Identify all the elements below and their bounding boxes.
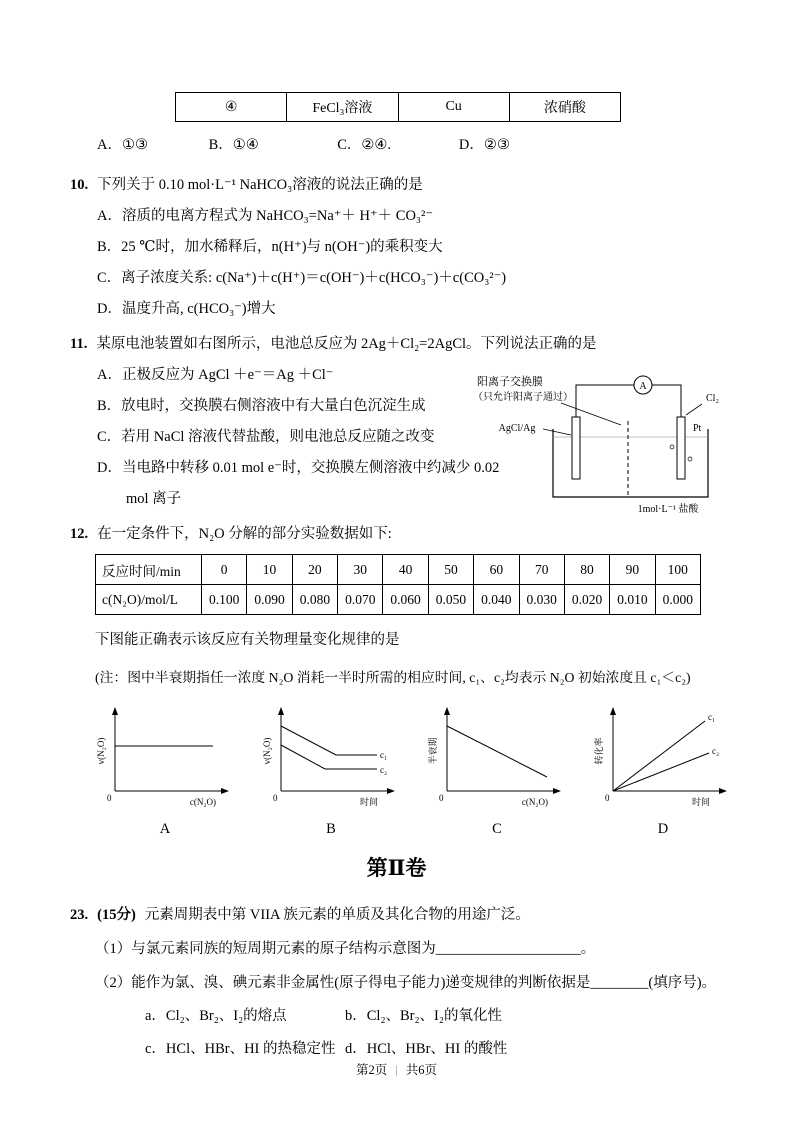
conc-cell: 0.050 — [428, 585, 473, 615]
row-header-time: 反应时间/min — [96, 555, 202, 585]
q9-option-a: A．①③ — [97, 137, 148, 153]
q12-data-table — [95, 554, 701, 615]
footer-page-number: 第2页 — [355, 1063, 388, 1077]
conc-cell: 0.010 — [610, 585, 655, 615]
curve-label-c1: c₁ — [708, 712, 716, 722]
graph-d-svg — [593, 701, 733, 813]
data-line-halflife — [447, 726, 547, 777]
data-line-c2 — [281, 745, 377, 769]
q11-option-a: A．正极反应为 AgCl ＋e⁻＝Ag ＋Cl⁻ — [97, 367, 334, 383]
q12-note: (注：图中半衰期指任一浓度 N₂O 消耗一半时所需的相应时间, c₁、c₂均表示 N₂O 初始浓度且 c₁＜c₂) — [95, 670, 691, 685]
membrane-label-line2: （只允许阳离子通过） — [473, 392, 573, 403]
q9-option-b: B．①④ — [208, 137, 259, 153]
ammeter-label: A — [639, 381, 647, 392]
conc-cell: 0.070 — [338, 585, 383, 615]
footer-total-pages: 共6页 — [405, 1063, 438, 1077]
q9-table — [175, 92, 621, 122]
conc-cell: 0.000 — [655, 585, 700, 615]
question-12-stem — [70, 519, 723, 550]
conc-cell: 0.040 — [474, 585, 519, 615]
table-row-concentration — [96, 585, 701, 615]
data-line-c1 — [281, 726, 377, 755]
page-footer — [0, 1060, 793, 1078]
section-2-title: 第Ⅱ卷 — [366, 856, 427, 880]
question-23-number: 23. — [70, 907, 89, 923]
q23-choice-d: d．HCl、HBr、HI 的酸性 — [345, 1041, 508, 1057]
q23-subquestion-1: （1）与氯元素同族的短周期元素的原子结构示意图为____________________。 — [95, 941, 596, 957]
y-axis-arrow — [278, 707, 284, 715]
graph-a-letter: A — [159, 821, 171, 837]
origin-label: 0 — [107, 793, 112, 803]
q11-option-d: D．当电路中转移 0.01 mol e⁻时，交换膜左侧溶液中约减少 0.02 mol 离子 — [97, 460, 500, 507]
membrane-label-line1: 阳离子交换膜 — [477, 376, 543, 388]
y-axis-label: v(N₂O) — [262, 737, 272, 765]
x-axis-arrow — [221, 788, 229, 794]
time-cell: 100 — [655, 555, 700, 585]
graph-c — [427, 701, 567, 838]
row-header-concentration: c(N₂O)/mol/L — [96, 585, 202, 615]
y-axis-arrow — [610, 707, 616, 715]
platinum-label: Pt — [693, 423, 702, 434]
question-11-number: 11. — [70, 336, 88, 352]
question-23-score: (15分) — [97, 907, 136, 923]
x-axis-label: c(N₂O) — [189, 797, 217, 807]
question-23 — [70, 898, 723, 1066]
origin-label: 0 — [439, 793, 444, 803]
graph-d-letter: D — [657, 821, 669, 837]
wire-right — [652, 385, 681, 417]
graph-b — [261, 701, 401, 838]
data-line-c1 — [613, 721, 705, 791]
x-axis-label: 时间 — [359, 797, 379, 807]
q23-choices — [145, 1000, 723, 1066]
curve-label-c2: c₂ — [380, 765, 388, 775]
question-12 — [70, 519, 723, 838]
graph-a-svg — [95, 701, 235, 813]
conc-cell: 0.080 — [292, 585, 337, 615]
question-12-number: 12. — [70, 526, 89, 542]
q10-option-d: D．温度升高, c(HCO₃⁻)增大 — [97, 301, 276, 317]
q9-cell-metal: Cu — [398, 93, 509, 122]
galvanic-cell-diagram — [473, 369, 738, 519]
conc-cell: 0.090 — [247, 585, 292, 615]
answer-graphs — [95, 701, 723, 838]
q9-options-row — [97, 134, 723, 156]
q23-choice-a: a．Cl₂、Br₂、I₂的熔点 — [145, 1008, 287, 1024]
membrane-leader-line — [561, 403, 621, 425]
q11-option-c: C．若用 NaCl 溶液代替盐酸，则电池总反应随之改变 — [97, 429, 435, 445]
question-10-stem — [70, 170, 723, 201]
curve-label-c2: c₂ — [712, 746, 720, 756]
time-cell: 50 — [428, 555, 473, 585]
x-axis-label: c(N₂O) — [521, 797, 549, 807]
graph-c-svg — [427, 701, 567, 813]
q10-option-a: A．溶质的电离方程式为 NaHCO₃=Na⁺＋ H⁺＋ CO₃²⁻ — [97, 208, 433, 224]
q23-choice-c: c．HCl、HBr、HI 的热稳定性 — [145, 1041, 336, 1057]
time-cell: 20 — [292, 555, 337, 585]
table-row-time — [96, 555, 701, 585]
conc-cell: 0.100 — [202, 585, 247, 615]
q9-option-d: D．②③ — [458, 137, 510, 153]
x-axis-arrow — [719, 788, 727, 794]
table-row — [176, 93, 621, 122]
data-line-c2 — [613, 753, 709, 791]
question-23-text: 元素周期表中第 VIIA 族元素的单质及其化合物的用途广泛。 — [144, 907, 530, 923]
curve-label-c1: c₁ — [380, 750, 388, 760]
left-electrode-label: AgCl/Ag — [498, 423, 536, 434]
question-10-text: 下列关于 0.10 mol·L⁻¹ NaHCO₃溶液的说法正确的是 — [97, 177, 423, 193]
graph-a — [95, 701, 235, 838]
y-axis-label: v(N₂O) — [96, 737, 106, 765]
q9-cell-acid: 浓硝酸 — [509, 93, 620, 122]
q9-cell-number: ④ — [176, 93, 287, 122]
q23-subquestion-2: （2）能作为氯、溴、碘元素非金属性(原子得电子能力)递变规律的判断依据是________(填序号)。 — [95, 975, 717, 991]
y-axis-label: 半衰期 — [428, 737, 438, 765]
time-cell: 30 — [338, 555, 383, 585]
question-10 — [70, 170, 723, 325]
graph-d — [593, 701, 733, 838]
origin-label: 0 — [273, 793, 278, 803]
q11-option-b: B．放电时，交换膜右侧溶液中有大量白色沉淀生成 — [97, 398, 426, 414]
left-electrode-leader — [543, 429, 571, 435]
x-axis-arrow — [387, 788, 395, 794]
graph-c-letter: C — [492, 821, 502, 837]
q10-option-b: B．25 ℃时，加水稀释后，n(H⁺)与 n(OH⁻)的乘积变大 — [97, 239, 443, 255]
graph-b-letter: B — [326, 821, 336, 837]
footer-separator: | — [395, 1063, 398, 1077]
cell-diagram-svg — [473, 369, 738, 519]
q10-option-c: C．离子浓度关系: c(Na⁺)＋c(H⁺)＝c(OH⁻)＋c(HCO₃⁻)＋c(CO₃²⁻) — [97, 270, 507, 286]
right-electrode — [677, 417, 685, 479]
conc-cell: 0.030 — [519, 585, 564, 615]
time-cell: 0 — [202, 555, 247, 585]
wire-left — [576, 385, 634, 417]
y-axis-arrow — [444, 707, 450, 715]
question-11-text: 某原电池装置如右图所示，电池总反应为 2Ag＋Cl₂=2AgCl。下列说法正确的是 — [96, 336, 597, 352]
left-electrode — [572, 417, 580, 479]
q9-cell-solution: FeCl₃溶液 — [287, 93, 398, 122]
q12-prompt: 下图能正确表示该反应有关物理量变化规律的是 — [95, 632, 400, 648]
question-10-number: 10. — [70, 177, 89, 193]
question-23-stem — [70, 898, 723, 932]
y-axis-label: 转化率 — [594, 737, 604, 765]
y-axis-arrow — [112, 707, 118, 715]
gas-bubble — [688, 457, 692, 461]
time-cell: 80 — [564, 555, 609, 585]
gas-bubble — [670, 445, 674, 449]
solution-label: 1mol·L⁻¹ 盐酸 — [637, 504, 699, 515]
gas-leader — [686, 404, 702, 415]
x-axis-arrow — [553, 788, 561, 794]
chlorine-gas-label: Cl₂ — [706, 393, 719, 404]
question-10-options — [97, 201, 723, 325]
question-11-options — [97, 360, 517, 515]
question-12-text: 在一定条件下，N₂O 分解的部分实验数据如下: — [97, 526, 392, 542]
question-11-stem — [70, 329, 723, 360]
graph-b-svg — [261, 701, 401, 813]
time-cell: 60 — [474, 555, 519, 585]
time-cell: 10 — [247, 555, 292, 585]
time-cell: 90 — [610, 555, 655, 585]
q23-choice-b: b．Cl₂、Br₂、I₂的氧化性 — [345, 1008, 502, 1024]
question-11 — [70, 329, 723, 515]
time-cell: 40 — [383, 555, 428, 585]
x-axis-label: 时间 — [691, 797, 711, 807]
conc-cell: 0.060 — [383, 585, 428, 615]
conc-cell: 0.020 — [564, 585, 609, 615]
time-cell: 70 — [519, 555, 564, 585]
origin-label: 0 — [605, 793, 610, 803]
q9-option-c: C．②④. — [337, 137, 392, 153]
